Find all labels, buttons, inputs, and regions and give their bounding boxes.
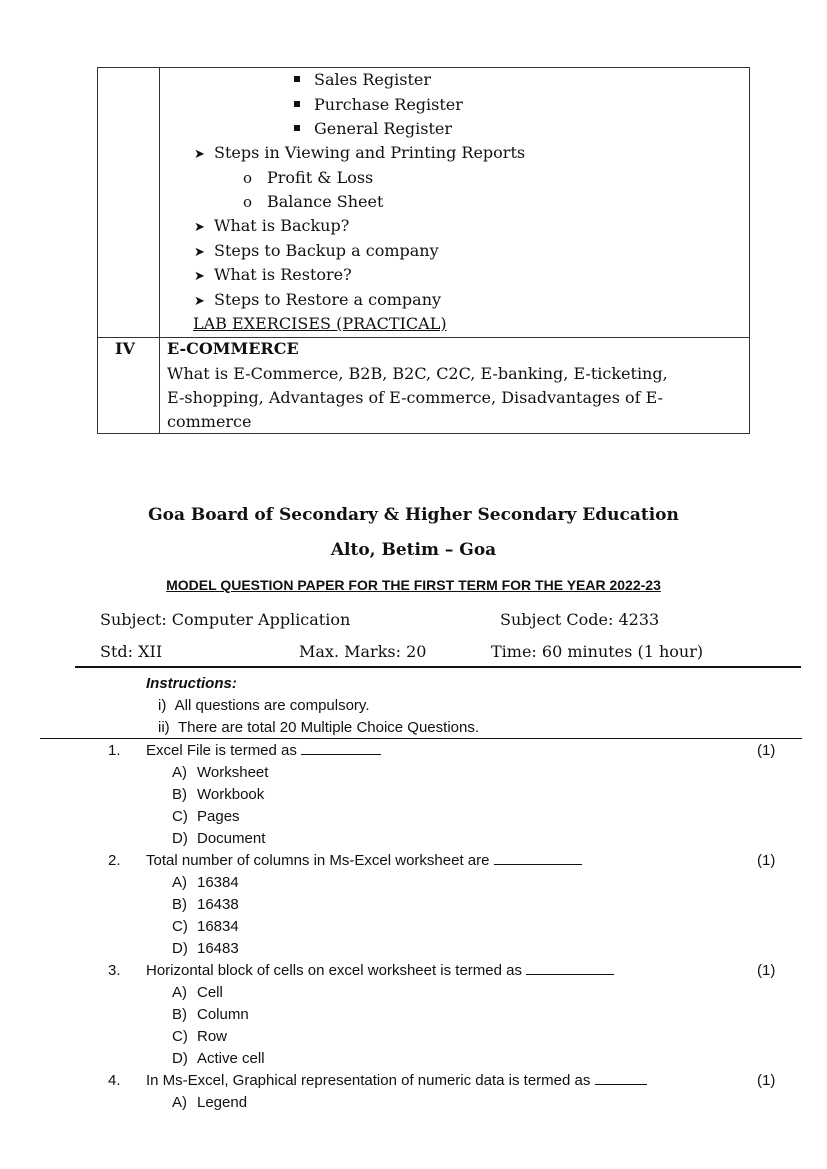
question-marks: (1) (757, 962, 776, 979)
list-item: Sales Register (294, 70, 431, 90)
option-item: B) Column (172, 1006, 249, 1023)
unit-description-line: commerce (167, 412, 252, 431)
instruction-text: All questions are compulsory. (174, 697, 370, 714)
unit-number: IV (115, 339, 135, 358)
list-item: ➤ What is Backup? (194, 216, 349, 238)
unit-title: E-COMMERCE (167, 339, 299, 358)
time-allowed: Time: 60 minutes (1 hour) (491, 642, 704, 661)
paper-title: MODEL QUESTION PAPER FOR THE FIRST TERM FOR THE YEAR 2022-23 (166, 577, 661, 593)
square-bullet-icon (294, 76, 300, 82)
option-item: D) 16483 (172, 940, 239, 957)
option-item: C) Row (172, 1028, 228, 1045)
board-location: Alto, Betim – Goa (330, 540, 497, 560)
option-item: B) Workbook (172, 786, 265, 803)
list-item: ➤ Steps in Viewing and Printing Reports (194, 143, 525, 165)
board-name: Goa Board of Secondary & Higher Secondary Education (148, 505, 679, 525)
option-item: A) Cell (172, 984, 223, 1001)
instruction-number: ii) (158, 719, 170, 736)
option-item: D) Active cell (172, 1050, 265, 1067)
question-text: Excel File is termed as (146, 742, 381, 760)
option-item: B) 16438 (172, 896, 239, 913)
max-marks: Max. Marks: 20 (299, 642, 427, 661)
row-divider (98, 337, 749, 338)
instructions-divider (40, 738, 802, 739)
syllabus-table (97, 67, 750, 434)
option-item: A) 16384 (172, 874, 239, 891)
option-item: A) Worksheet (172, 764, 269, 781)
instruction-number: i) (158, 697, 167, 714)
question-marks: (1) (757, 1072, 776, 1089)
standard: Std: XII (100, 642, 163, 661)
answer-blank (494, 852, 582, 865)
list-item: Purchase Register (294, 95, 463, 115)
instruction-item (158, 697, 369, 715)
subject-name: Subject: Computer Application (100, 610, 351, 629)
header-divider (75, 666, 801, 668)
option-item: C) 16834 (172, 918, 239, 935)
circle-bullet-icon: o (243, 169, 253, 187)
instruction-item (158, 719, 479, 737)
lab-exercises-heading: LAB EXERCISES (PRACTICAL) (193, 314, 447, 333)
question-marks: (1) (757, 852, 776, 869)
circle-bullet-icon: o (243, 193, 253, 211)
square-bullet-icon (294, 125, 300, 131)
question-number: 3. (108, 962, 121, 979)
subject-code: Subject Code: 4233 (500, 610, 660, 629)
question-text: Horizontal block of cells on excel worksheet is termed as (146, 962, 614, 980)
question-number: 4. (108, 1072, 121, 1089)
list-item: o Profit & Loss (243, 168, 374, 187)
option-item: C) Pages (172, 808, 240, 825)
option-item: A) Legend (172, 1094, 248, 1111)
column-divider (159, 68, 160, 433)
list-item: ➤ Steps to Backup a company (194, 241, 439, 263)
instructions-label: Instructions: (146, 675, 237, 692)
question-text: In Ms-Excel, Graphical representation of numeric data is termed as (146, 1072, 647, 1090)
question-marks: (1) (757, 742, 776, 759)
option-item: D) Document (172, 830, 266, 847)
answer-blank (595, 1072, 647, 1085)
arrow-bullet-icon: ➤ (194, 294, 205, 309)
arrow-bullet-icon: ➤ (194, 269, 205, 284)
unit-description-line: E-shopping, Advantages of E-commerce, Disadvantages of E- (167, 388, 664, 407)
arrow-bullet-icon: ➤ (194, 245, 205, 260)
question-text: Total number of columns in Ms-Excel worksheet are (146, 852, 582, 870)
square-bullet-icon (294, 101, 300, 107)
instruction-text: There are total 20 Multiple Choice Questions. (178, 719, 480, 736)
list-item: ➤ Steps to Restore a company (194, 290, 441, 312)
question-number: 2. (108, 852, 121, 869)
list-item: ➤ What is Restore? (194, 265, 352, 287)
question-number: 1. (108, 742, 121, 759)
answer-blank (301, 742, 381, 755)
list-item: o Balance Sheet (243, 192, 384, 211)
answer-blank (526, 962, 614, 975)
arrow-bullet-icon: ➤ (194, 147, 205, 162)
unit-description-line: What is E-Commerce, B2B, B2C, C2C, E-banking, E-ticketing, (167, 364, 668, 383)
list-item: General Register (294, 119, 452, 139)
arrow-bullet-icon: ➤ (194, 220, 205, 235)
